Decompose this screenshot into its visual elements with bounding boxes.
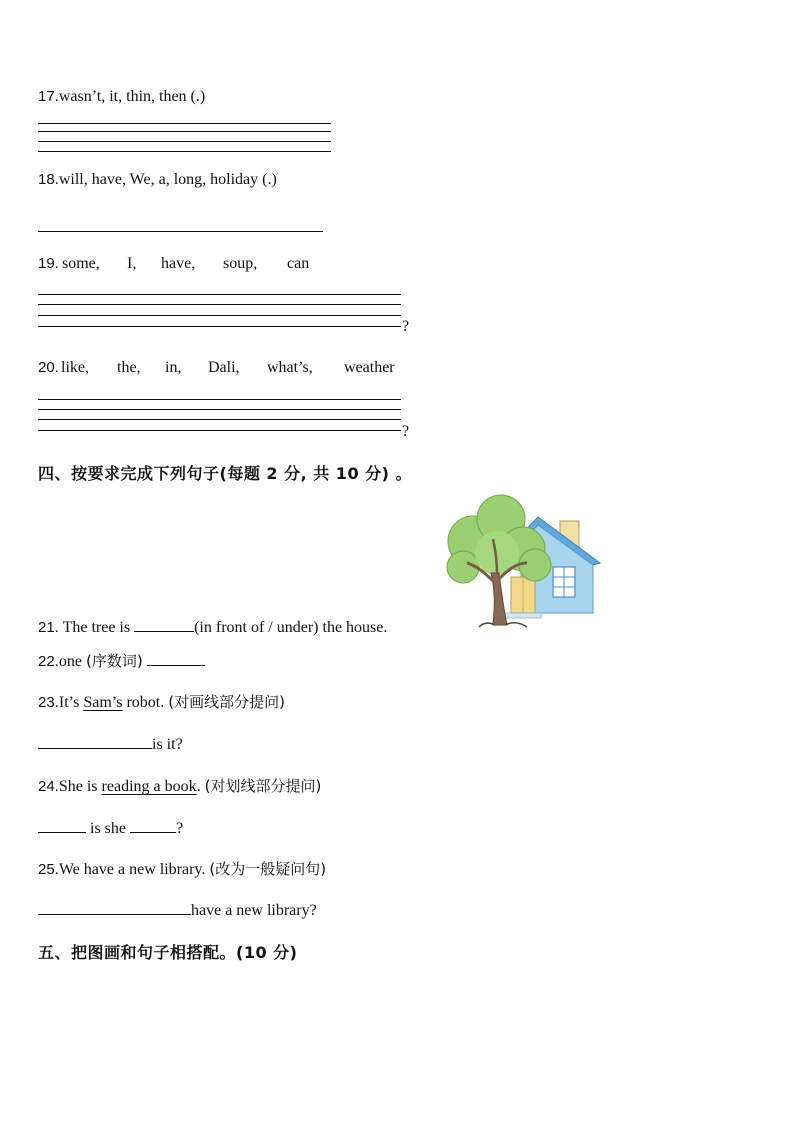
answer-23 — [38, 733, 183, 754]
question-mark: ? — [402, 318, 410, 335]
word: can — [287, 255, 310, 272]
question-number: 24. — [38, 778, 59, 795]
answer-line[interactable] — [38, 315, 401, 316]
question-text: wasn’t, it, thin, then (.) — [58, 88, 206, 105]
word: like, — [61, 359, 89, 376]
answer-blank[interactable] — [147, 650, 205, 666]
house-step — [505, 613, 541, 618]
answer-blank[interactable] — [134, 616, 194, 632]
answer-24 — [38, 817, 183, 838]
question-hint: (序数词) — [85, 652, 143, 670]
answer-tail: is it? — [152, 736, 183, 753]
underlined-part: Sam’s — [83, 694, 123, 711]
question-number: 22. — [38, 653, 59, 670]
question-text-before: She is — [58, 778, 102, 795]
question-number: 20. — [38, 359, 59, 376]
word: I, — [127, 255, 137, 272]
question-25 — [38, 858, 326, 879]
answer-line[interactable] — [38, 409, 401, 410]
question-22 — [38, 650, 205, 671]
tree-and-house-illustration — [443, 493, 603, 631]
answer-line[interactable] — [38, 123, 331, 124]
answer-line[interactable] — [38, 151, 331, 152]
question-number: 21. — [38, 619, 59, 636]
section-5-heading: 五、把图画和句子相搭配。(10 分) — [38, 943, 298, 962]
underlined-part: reading a book — [101, 778, 197, 795]
tree-foliage — [447, 495, 551, 583]
answer-end: ? — [176, 820, 184, 837]
question-number: 23. — [38, 694, 59, 711]
question-24 — [38, 775, 321, 796]
word: weather — [344, 359, 395, 376]
answer-line[interactable] — [38, 141, 331, 142]
answer-line[interactable] — [38, 304, 401, 305]
question-21 — [38, 616, 387, 637]
word: in, — [165, 359, 182, 376]
question-text-after: (in front of / under) the house. — [194, 619, 388, 636]
section-4-heading: 四、按要求完成下列句子(每题 2 分, 共 10 分) 。 — [38, 464, 413, 483]
question-17 — [38, 88, 205, 106]
question-hint: (对划线部分提问) — [204, 777, 322, 795]
word: Dali, — [208, 359, 240, 376]
question-hint: (对画线部分提问) — [168, 693, 285, 711]
word: what’s, — [267, 359, 313, 376]
question-hint: (改为一般疑问句) — [209, 860, 327, 878]
question-number: 17. — [38, 88, 59, 105]
answer-blank[interactable] — [38, 733, 152, 749]
question-text: one — [58, 653, 86, 670]
question-18 — [38, 171, 277, 189]
answer-tail: have a new library? — [191, 902, 317, 919]
answer-blank[interactable] — [38, 817, 86, 833]
answer-line[interactable] — [38, 430, 401, 431]
answer-line[interactable] — [38, 231, 323, 232]
question-text-after: robot. — [122, 694, 169, 711]
word: the, — [117, 359, 141, 376]
question-number: 19. — [38, 255, 59, 272]
answer-line[interactable] — [38, 399, 401, 400]
word: have, — [161, 255, 196, 272]
question-mark: ? — [402, 423, 410, 440]
question-number: 25. — [38, 861, 59, 878]
question-number: 18. — [38, 171, 59, 188]
answer-line[interactable] — [38, 419, 401, 420]
answer-blank[interactable] — [130, 817, 176, 833]
answer-mid: is she — [90, 820, 130, 837]
question-text-after: . — [196, 778, 205, 795]
answer-line[interactable] — [38, 326, 401, 327]
answer-blank[interactable] — [38, 899, 191, 915]
question-text-before: We have a new library. — [58, 861, 210, 878]
question-text: will, have, We, a, long, holiday (.) — [58, 171, 277, 188]
answer-line[interactable] — [38, 294, 401, 295]
question-20 — [38, 359, 59, 377]
word: soup, — [223, 255, 258, 272]
question-23 — [38, 691, 285, 712]
question-text-before: The tree is — [58, 619, 135, 636]
question-19 — [38, 255, 59, 273]
question-text-before: It’s — [58, 694, 84, 711]
answer-25 — [38, 899, 317, 920]
word: some, — [62, 255, 100, 272]
answer-line[interactable] — [38, 131, 331, 132]
house-window — [553, 567, 575, 597]
